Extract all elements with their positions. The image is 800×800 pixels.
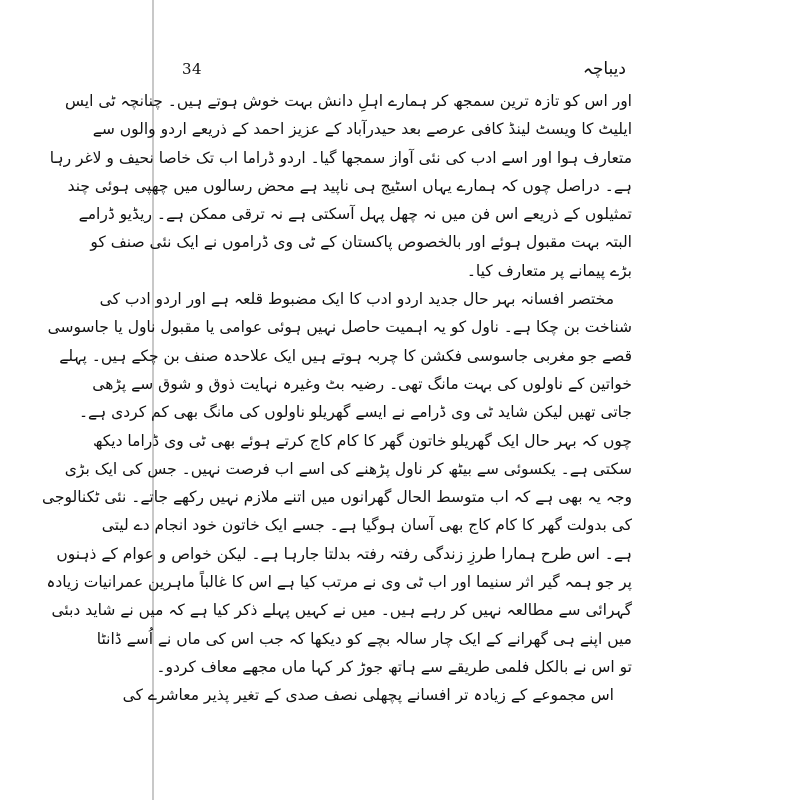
body-text [41, 87, 632, 710]
text-line: چوں کہ بہر حال ایک گھریلو خاتون گھر کا کام کاج کرتے ہوئے بھی ٹی وی ڈراما دیکھ [92, 431, 632, 450]
text-line: اور اس کو تازہ ترین سمجھ کر ہمارے اہلِ دانش بہت خوش ہوتے ہیں۔ چنانچہ ٹی ایس [65, 92, 632, 110]
text-line: گہرائی سے مطالعہ نہیں کر رہے ہیں۔ میں نے کہیں پہلے ذکر کیا ہے کہ میں نے شاید دبئی [51, 601, 632, 620]
page-header [170, 58, 634, 88]
paragraph-start-line: اس مجموعے کے زیادہ تر افسانے پچھلی نصف صدی کے تغیر پذیر معاشرے کی [122, 686, 614, 705]
paragraph-end-line: بڑے پیمانے پر متعارف کیا۔ [466, 261, 632, 280]
text-line: تمثیلوں کے ذریعے اس فن میں نہ چھل پہل آسکتی ہے نہ ترقی ممکن ہے۔ ریڈیو ڈرامے [78, 205, 632, 224]
text-line: سکتی ہے۔ یکسوئی سے بیٹھ کر ناول پڑھنے کی اسے اب فرصت نہیں۔ جس کی ایک بڑی [64, 459, 632, 478]
page-number: 34 [182, 60, 203, 78]
running-title: دیباچہ [582, 59, 626, 79]
text-line: جاتی تھیں لیکن شاید ٹی وی ڈرامے نے ایسے گھریلو ناولوں کی مانگ بھی کم کردی ہے۔ [78, 403, 632, 422]
text-line: وجہ یہ بھی ہے کہ اب متوسط الحال گھرانوں میں اتنے ملازم نہیں رکھے جاتے۔ نئی ٹکنالوجی [41, 488, 632, 507]
paragraph-end-line: تو اس نے بالکل فلمی طریقے سے ہاتھ جوڑ کر کہا ماں مجھے معاف کردو۔ [156, 657, 632, 676]
text-line: ہے۔ اس طرح ہمارا طرزِ زندگی رفتہ رفتہ بدلتا جارہا ہے۔ لیکن خواص و عوام کے ذہنوں [56, 544, 632, 563]
text-line: میں اپنے ہی گھرانے کے ایک چار سالہ بچے کو دیکھا کہ جب اس کی ماں نے اُسے ڈانٹا [96, 629, 632, 648]
text-line: خواتین کے ناولوں کی بہت مانگ تھی۔ رضیہ بٹ وغیرہ نہایت ذوق و شوق سے پڑھی [92, 374, 632, 393]
text-line: متعارف ہوا اور اسے ادب کی نئی آواز سمجھا گیا۔ اردو ڈراما اب تک خاصا نحیف و لاغر رہا [49, 148, 632, 167]
text-line: ایلیٹ کا ویسٹ لینڈ کافی عرصے بعد حیدرآباد کے عزیز احمد کے ذریعے اردو والوں سے [92, 120, 632, 139]
text-line: شناخت بن چکا ہے۔ ناول کو یہ اہمیت حاصل نہیں ہوئی عوامی یا مقبول ناول یا جاسوسی [47, 318, 632, 337]
text-line: البتہ بہت مقبول ہوئے اور بالخصوص پاکستان کے ٹی وی ڈراموں نے ایک نئی صنف کو [90, 233, 632, 252]
text-line: کی بدولت گھر کا کام کاج بھی آسان ہوگیا ہے۔ جسے ایک خاتون خود انجام دے لیتی [101, 516, 632, 535]
paragraph-start-line: مختصر افسانہ بہر حال جدید اردو ادب کا ایک مضبوط قلعہ ہے اور اردو ادب کی [99, 290, 614, 309]
text-line: پر جو ہمہ گیر اثر سنیما اور اب ٹی وی نے مرتب کیا ہے اس کا غالباً ماہرین عمرانیات زیادہ [46, 573, 632, 592]
text-line: قصے جو مغربی جاسوسی فکشن کا چربہ ہوتے ہیں ایک علاحدہ صنف بن چکے ہیں۔ پہلے [59, 346, 632, 365]
text-line: ہے۔ دراصل چوں کہ ہمارے یہاں اسٹیج ہی ناپید ہے محض رسالوں میں چھپی ہوئی چند [67, 176, 632, 195]
